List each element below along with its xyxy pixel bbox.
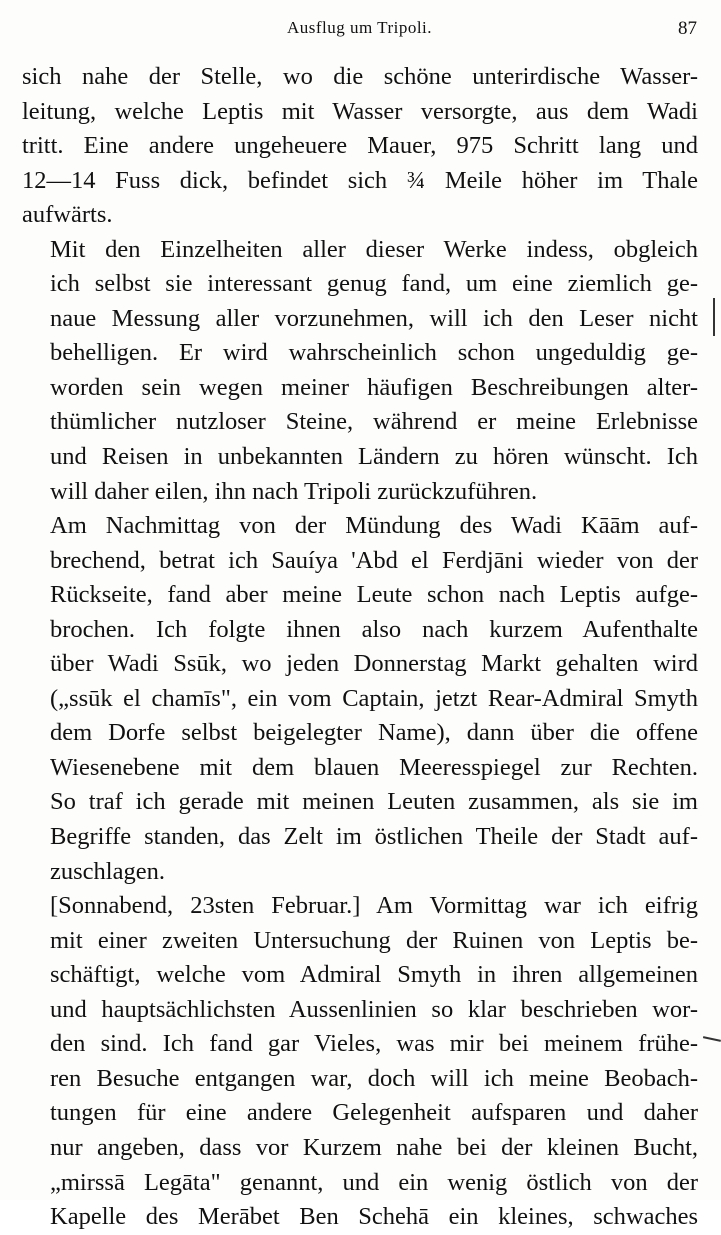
text-line: den sind. Ich fand gar Vieles, was mir bei meinem frühe- — [50, 1030, 698, 1058]
text-line: mit einer zweiten Untersuchung der Ruinen von Leptis be- — [50, 926, 698, 954]
text-line: dem Dorfe selbst beigelegter Name), dann über die offene — [50, 719, 698, 747]
paragraph-1 — [22, 60, 698, 233]
text-line: naue Messung aller vorzunehmen, will ich den Leser nicht — [50, 304, 698, 332]
margin-pencil-dash — [703, 1036, 721, 1041]
text-line: Begriffe standen, das Zelt im östlichen Theile der Stadt auf- — [50, 823, 698, 851]
paragraph-2 — [22, 233, 698, 509]
text-line: über Wadi Ssūk, wo jeden Donnerstag Markt gehalten wird — [50, 650, 698, 678]
paragraph-3 — [22, 509, 698, 889]
text-line: leitung, welche Leptis mit Wasser versorgte, aus dem Wadi — [22, 97, 698, 125]
text-line: ich selbst sie interessant genug fand, um eine ziemlich ge- — [50, 270, 698, 298]
body-text — [22, 60, 698, 1235]
text-line: („ssūk el chamīs", ein vom Captain, jetzt Rear-Admiral Smyth — [50, 684, 698, 712]
text-line: tungen für eine andere Gelegenheit aufsparen und daher — [50, 1099, 698, 1127]
text-line: aufwärts. — [22, 201, 113, 229]
text-line: Am Nachmittag von der Mündung des Wadi Kāām auf- — [50, 512, 698, 540]
text-line: behelligen. Er wird wahrscheinlich schon ungeduldig ge- — [50, 339, 698, 367]
text-line: thümlicher nutzloser Steine, während er meine Erlebnisse — [50, 408, 698, 436]
text-line: Kapelle des Merābet Ben Schehā ein kleines, schwaches — [50, 1203, 698, 1231]
text-line: Wiesenebene mit dem blauen Meeresspiegel zur Rechten. — [50, 753, 698, 781]
text-line: zuschlagen. — [50, 857, 165, 885]
text-line: sich nahe der Stelle, wo die schöne unterirdische Wasser- — [22, 63, 698, 90]
paragraph-4 — [22, 889, 698, 1234]
text-line: und hauptsächlichsten Aussenlinien so klar beschrieben wor- — [50, 995, 698, 1023]
text-line: schäftigt, welche vom Admiral Smyth in ihren allgemeinen — [50, 961, 698, 989]
text-line: worden sein wegen meiner häufigen Beschreibungen alter- — [50, 373, 698, 401]
text-line: „mirssā Legāta" genannt, und ein wenig östlich von der — [50, 1168, 698, 1196]
running-header — [22, 12, 697, 42]
text-line: So traf ich gerade mit meinen Leuten zusammen, als sie im — [50, 788, 698, 816]
text-line: und Reisen in unbekannten Ländern zu hören wünscht. Ich — [50, 443, 698, 471]
text-line: tritt. Eine andere ungeheuere Mauer, 975 Schritt lang und — [22, 132, 698, 160]
text-line: [Sonnabend, 23sten Februar.] Am Vormittag war ich eifrig — [50, 892, 698, 920]
text-line: will daher eilen, ihn nach Tripoli zurückzuführen. — [50, 477, 538, 505]
text-line: brechend, betrat ich Sauíya 'Abd el Ferdjāni wieder von der — [50, 546, 698, 574]
text-line: brochen. Ich folgte ihnen also nach kurzem Aufenthalte — [50, 615, 698, 643]
page-number: 87 — [678, 18, 697, 39]
running-title: Ausflug um Tripoli. — [286, 18, 433, 37]
margin-pencil-mark — [713, 298, 715, 336]
text-line: ren Besuche entgangen war, doch will ich meine Beobach- — [50, 1064, 698, 1092]
text-line: Rückseite, fand aber meine Leute schon nach Leptis aufge- — [50, 581, 698, 609]
text-line: Mit den Einzelheiten aller dieser Werke indess, obgleich — [50, 235, 698, 263]
text-line: nur angeben, dass vor Kurzem nahe bei der kleinen Bucht, — [50, 1133, 698, 1161]
text-line: 12—14 Fuss dick, befindet sich ¾ Meile höher im Thale — [22, 166, 698, 194]
